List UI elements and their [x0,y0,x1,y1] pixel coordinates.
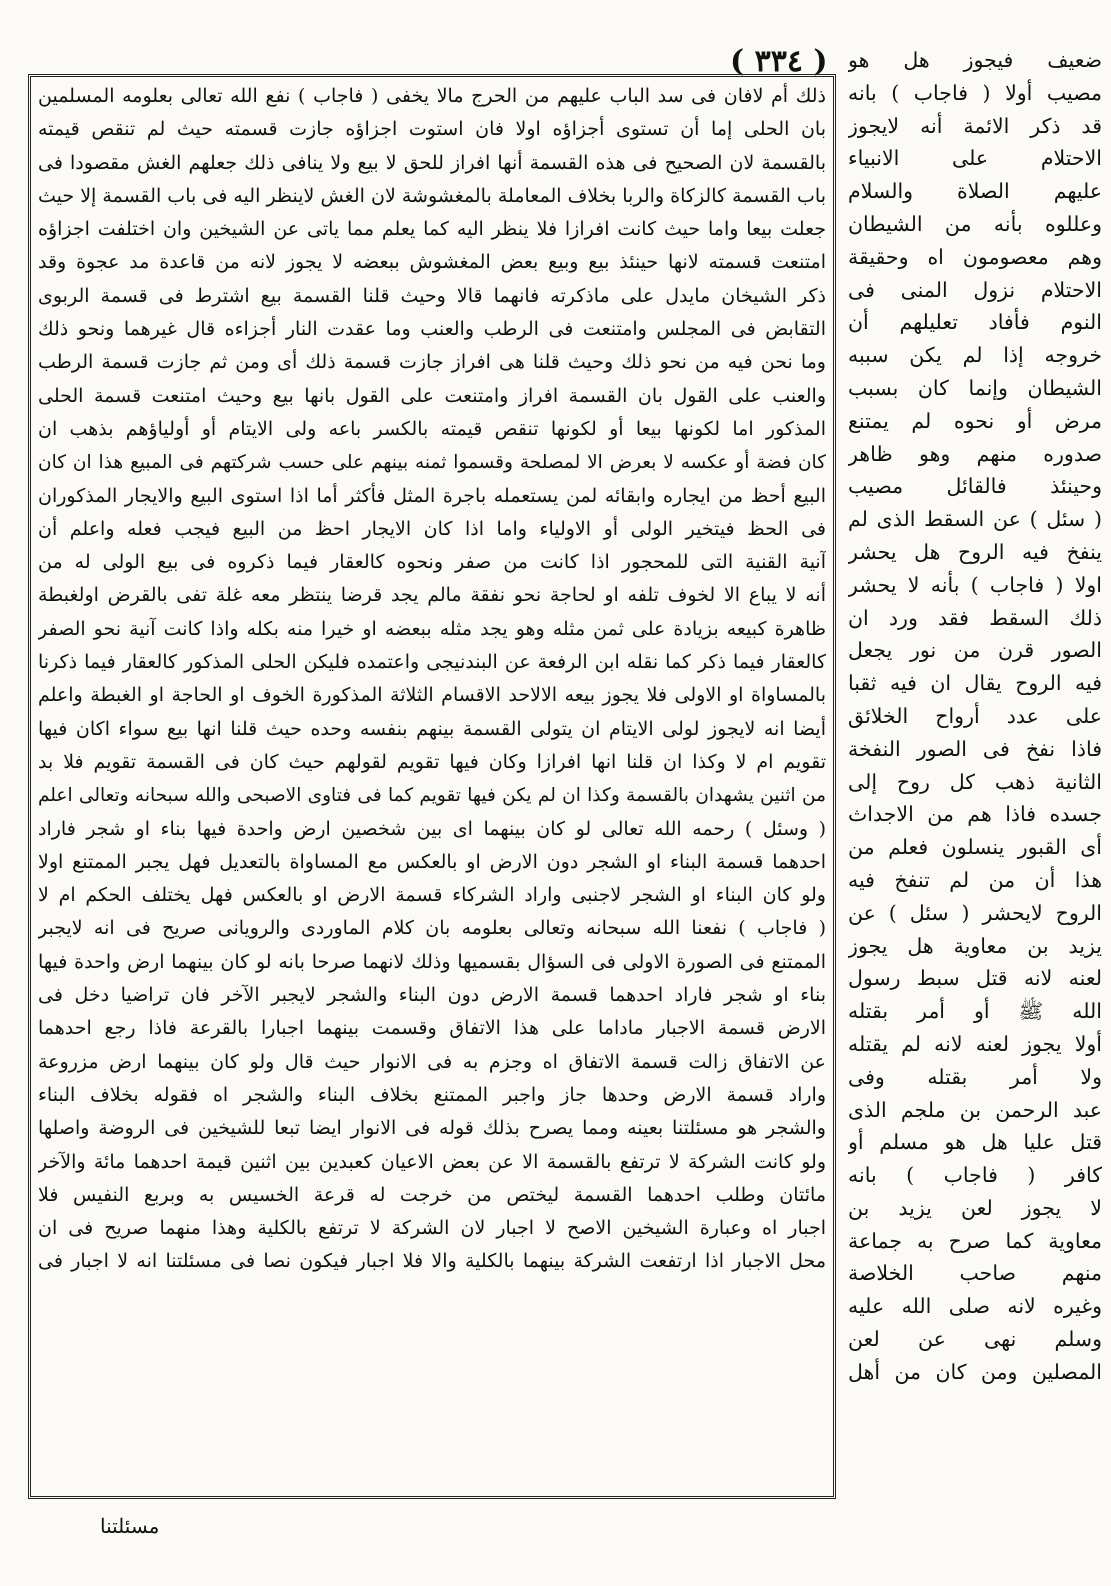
margin-text-line: قتل عليا هل هو مسلم أو [848,1130,1102,1155]
main-text-line: بان الحلى إما أن تستوى أجزاؤه اولا فان استوت اجزاؤه جازت قسمته حيث لم تنقص قيمته [38,118,826,141]
catchword: مسئلتنا [100,1514,160,1538]
margin-text-line: الصور قرن من نور يجعل [848,638,1102,663]
margin-text-line: وحينئذ فالقائل مصيب [848,474,1102,499]
margin-text-line: الشيطان وإنما كان بسبب [848,375,1102,400]
main-text-line: محل الاجبار اذا ارتفعت الشركة بينهما بالكلية والا فلا اجبار فيكون نصا فى مسئلتنا انه لا اجبار فى [38,1250,826,1273]
margin-text-line: أى القبور ينسلون فعلم من [848,835,1102,860]
main-text-line: أنه لا يباع الا لخوف تلفه او لحاجة نحو نفقة مالم يجد قرضا ينتظر معه غلة تفى بالقرض اولغبطة [38,584,826,607]
margin-text-line: مصيب أولا ( فاجاب ) بانه [848,80,1102,105]
main-text-line: بناء او شجر فاراد احدهما قسمة الارض دون البناء والشجر لايجبر الآخر فان تراضيا دخل فى [38,984,826,1007]
margin-text-line: ذلك السقط فقد ورد ان [848,605,1102,630]
margin-text-line: ضعيف فيجوز هل هو [848,48,1102,72]
main-text-line: باب القسمة كالزكاة والربا بخلاف المعاملة بالمغشوشة لان الغش لاينظر اليه فى باب القسمة إلا حيث [38,184,826,207]
main-text-line: الممتنع فى الصورة الاولى فى السؤال بقسميها وذلك لانهما صرحا بانه لو كان بينهما ارض واحدة فيها [38,950,826,973]
margin-commentary [848,44,1102,1389]
main-text-line: بالمساواة او الاولى فلا يجوز بيعه الالاحد الاقسام الثلاثة المذكورة الخوف او الحاجة او الغبطة واعلم [38,684,826,707]
margin-text-line: ينفخ فيه الروح هل يحشر [848,539,1102,564]
margin-text-line: مرض أو نحوه لم يمتنع [848,408,1102,433]
margin-text-line: وهم معصومون اه وحقيقة [848,244,1102,269]
margin-text-line: فيه الروح يقال ان فيه ثقبا [848,671,1102,696]
main-text-line: مائتان وطلب احدهما القسمة ليختص من خرجت له قرعة الخسيس به وبربع النفيس فلا [38,1183,826,1206]
main-text-line: ذكر الشيخان مايدل على ماذكرته فانهما قالا وحيث قلنا القسمة بيع اشترط فى قسمة الربوى [38,284,826,307]
margin-text-line: وغيره لانه صلى الله عليه [848,1294,1102,1319]
margin-text-line: ( سئل ) عن السقط الذى لم [848,507,1102,532]
margin-text-line: أولا يجوز لعنه لانه لم يقتله [848,1031,1102,1056]
margin-text-line: وعللوه بأنه من الشيطان [848,211,1102,236]
margin-text-line: فاذا نفخ فى الصور النفخة [848,736,1102,761]
margin-text-line: خروجه إذا لم يكن سببه [848,343,1102,368]
main-text-line: الارض قسمة الاجبار ماداما على هذا الاتفاق وقسمت بينهما اجبارا بالقرعة فاذا رجع احدهما [38,1017,826,1040]
main-text-line: من اثنين يشهدان بالقسمة وكذا ان لم يكن فيها تقويم كما فى فتاوى الاصبحى والله سبحانه وتعالى اعلم [38,785,826,807]
margin-text-line: منهم صاحب الخلاصة [848,1261,1102,1286]
main-text-line: ( فاجاب ) نفعنا الله سبحانه وتعالى بعلومه بان كلام الماوردى والرويانى صريح فى انه لايجبر [38,917,826,940]
margin-text-line: لا يجوز لعن يزيد بن [848,1195,1102,1220]
main-text-line: جعلت بيعا واما حيث كانت افرازا فلا ينظر اليه كما يعلم مما ياتى عن الشيخين وان اختلفت اجزاؤه [38,218,826,241]
main-text-line: أيضا انه لايجوز لولى الايتام ان يتولى القسمة بينهم بنفسه وحده حيث قلنا انها بيع سواء اكان فيها [38,717,826,740]
margin-text-line: صدوره منهم وهو ظاهر [848,441,1102,466]
main-text-line: اجبار اه وعبارة الشيخين الاصح لا اجبار لان الشركة لا ترتفع بالكلية وهذا منهما صريح فى ان [38,1217,826,1240]
margin-text-line: لعنه لانه قتل سبط رسول [848,966,1102,991]
page-number: ( ٣٣٤ ) [730,44,828,79]
main-text-line: بالقسمة لان الصحيح فى هذه القسمة أنها افراز للحق لا بيع ولا ينافى ذلك جعلهم الغش مقصودا فى [38,151,826,174]
main-text-line: المذكور اما لكونها بيعا أو لكونها تنقص قيمته بالكسر باعه ولى الايتام أو أولياؤهم بذهب ان [38,417,826,440]
main-text-line: آنية القنية التى للمحجور اذا كانت من صفر ونحوه كالعقار فيما ذكروه فى بيع الولى له من [38,551,826,574]
margin-text-line: الثانية ذهب كل روح إلى [848,769,1102,794]
main-text-line: ولو كانت الشركة لا ترتفع بالقسمة الا عن بعض الاعيان كعبدين بين اثنين قيمة احدهما مائة والآخر [38,1150,826,1173]
margin-text-line: ولا أمر بقتله وفى [848,1064,1102,1089]
main-text-line: احدهما قسمة البناء او الشجر دون الارض او بالعكس مع المساواة بالتعديل فهل يجبر الممتنع اولا [38,850,826,873]
main-text-line: امتنعت قسمته لانها حينئذ بيع وبيع بعض المغشوش ببعضه لا يجوز لانه من قاعدة مد عجوة وقد [38,251,826,274]
margin-text-line: جسده فاذا هم من الاجداث [848,802,1102,827]
margin-text-line: وسلم نهى عن لعن [848,1327,1102,1352]
margin-text-line: النوم فأفاد تعليلهم أن [848,310,1102,335]
margin-text-line: الاحتلام نزول المنى فى [848,277,1102,302]
main-text-line: البيع أحظ من ايجاره وابقائه لمن يستعمله باجرة المثل فأكثر أما اذا استوى البيع والايجار المذكوران [38,484,826,507]
main-text-line: كالعقار فيما ذكر كما نقله ابن الرفعة عن البندنيجى واعتمده فليكن الحلى المذكور كالعقار فيما ذكرنا [38,651,826,674]
main-text-line: عن الاتفاق زالت قسمة الاتفاق اه وجزم به فى الانوار حيث قال ولو كان بينهما ارض مزروعة [38,1050,826,1073]
margin-text-line: يزيد بن معاوية هل يجوز [848,933,1102,958]
main-text-line: تقويم ام لا وكذا ان قلنا انها افرازا وكان فيها تقويم لقولهم حيث كان فى القسمة تقويم فلا بد [38,750,826,773]
margin-text-line: على عدد أرواح الخلائق [848,703,1102,728]
main-text-line: ( وسئل ) رحمه الله تعالى لو كان بينهما اى بين شخصين ارض واحدة فيها بناء او شجر فاراد [38,817,826,840]
margin-text-line: المصلين ومن كان من أهل [848,1359,1102,1384]
margin-text-line: قد ذكر الائمة أنه لايجوز [848,113,1102,138]
margin-text-line: كافر ( فاجاب ) بانه [848,1163,1102,1188]
main-text-line: فى الحظ فيتخير الولى أو الاولياء واما اذا كان الايجار احظ من البيع فيجب فعله واعلم أن [38,517,826,540]
main-text-line: ولو كان البناء او الشجر لاجنبى واراد الشركاء قسمة الارض او بالعكس فهل يختلف الحكم ام لا [38,884,826,907]
margin-text-line: الروح لايحشر ( سئل ) عن [848,900,1102,925]
margin-text-line: عليهم الصلاة والسلام [848,179,1102,204]
main-text-line: ذلك أم لافان فى سد الباب عليهم من الحرج مالا يخفى ( فاجاب ) نفع الله تعالى بعلومه المسلمين [38,85,826,107]
main-text-line: واراد قسمة الارض وحدها جاز واجبر الممتنع بخلاف البناء والشجر اه فقوله بخلاف البناء [38,1083,826,1106]
main-text-line: والشجر هو مسئلتنا بعينه ومما يصرح بذلك قوله فى الانوار ايضا تبعا للشيخين فى الروضة واصلها [38,1117,826,1140]
margin-text-line: هذا أن من لم تنفخ فيه [848,867,1102,892]
main-text-line: التقابض فى المجلس وامتنعت فى الرطب والعنب وما عقدت النار أجزاءه قال غيرهما ونحو ذلك [38,318,826,341]
margin-text-line: اولا ( فاجاب ) بأنه لا يحشر [848,572,1102,597]
main-text-line: ظاهرة كبيعه بزيادة على ثمن مثله وهو يجد مثله ببعضه او خيرا منه بكله واذا كانت آنية نحو الصفر [38,617,826,640]
main-text-line: والعنب على القول بان القسمة افراز وامتنعت على القول بانها بيع وحيث امتنعت قسمة الحلى [38,384,826,407]
main-text-line: وما نحن فيه من نحو ذلك وحيث قلنا هى افراز جازت قسمة ذلك أى ومن ثم جازت قسمة الرطب [38,351,826,374]
main-text-line: كان فضة أو عكسه لا بعرض الا لمصلحة وقسموا ثمنه بينهم على حسب شركتهم فى المبيع هذا ان كان [38,452,826,474]
margin-text-line: معاوية كما صرح به جماعة [848,1228,1102,1253]
margin-text-line: الاحتلام على الانبياء [848,146,1102,171]
margin-text-line: عبد الرحمن بن ملجم الذى [848,1097,1102,1122]
margin-text-line: الله ﷺ أو أمر بقتله [848,999,1102,1024]
main-text-block [38,80,826,1492]
